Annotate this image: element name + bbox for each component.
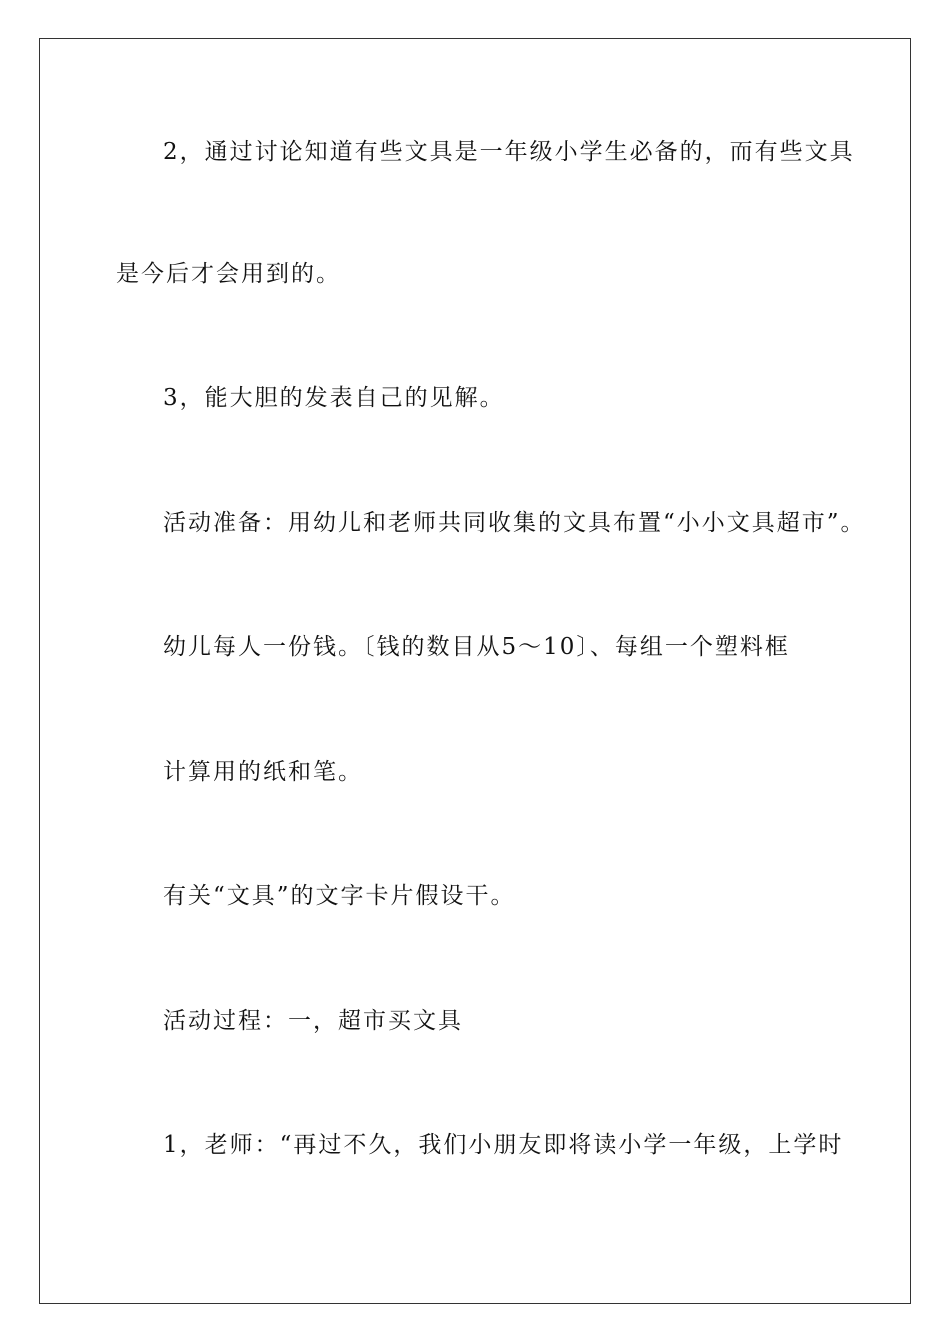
- text-line: 幼儿每人一份钱。〔钱的数目从5～10〕、每组一个塑料框: [163, 634, 790, 660]
- text-line: 活动过程：一，超市买文具: [163, 1008, 463, 1034]
- text-line: 2，通过讨论知道有些文具是一年级小学生必备的，而有些文具: [163, 139, 855, 165]
- text-line: 活动准备：用幼儿和老师共同收集的文具布置“小小文具超市”。: [163, 510, 866, 536]
- text-line: 是今后才会用到的。: [116, 261, 341, 287]
- text-line: 1，老师：“再过不久，我们小朋友即将读小学一年级，上学时: [163, 1132, 844, 1158]
- page-border: [39, 38, 911, 1304]
- text-line: 计算用的纸和笔。: [163, 759, 363, 785]
- text-line: 3，能大胆的发表自己的见解。: [163, 385, 505, 411]
- text-line: 有关“文具”的文字卡片假设干。: [163, 883, 516, 909]
